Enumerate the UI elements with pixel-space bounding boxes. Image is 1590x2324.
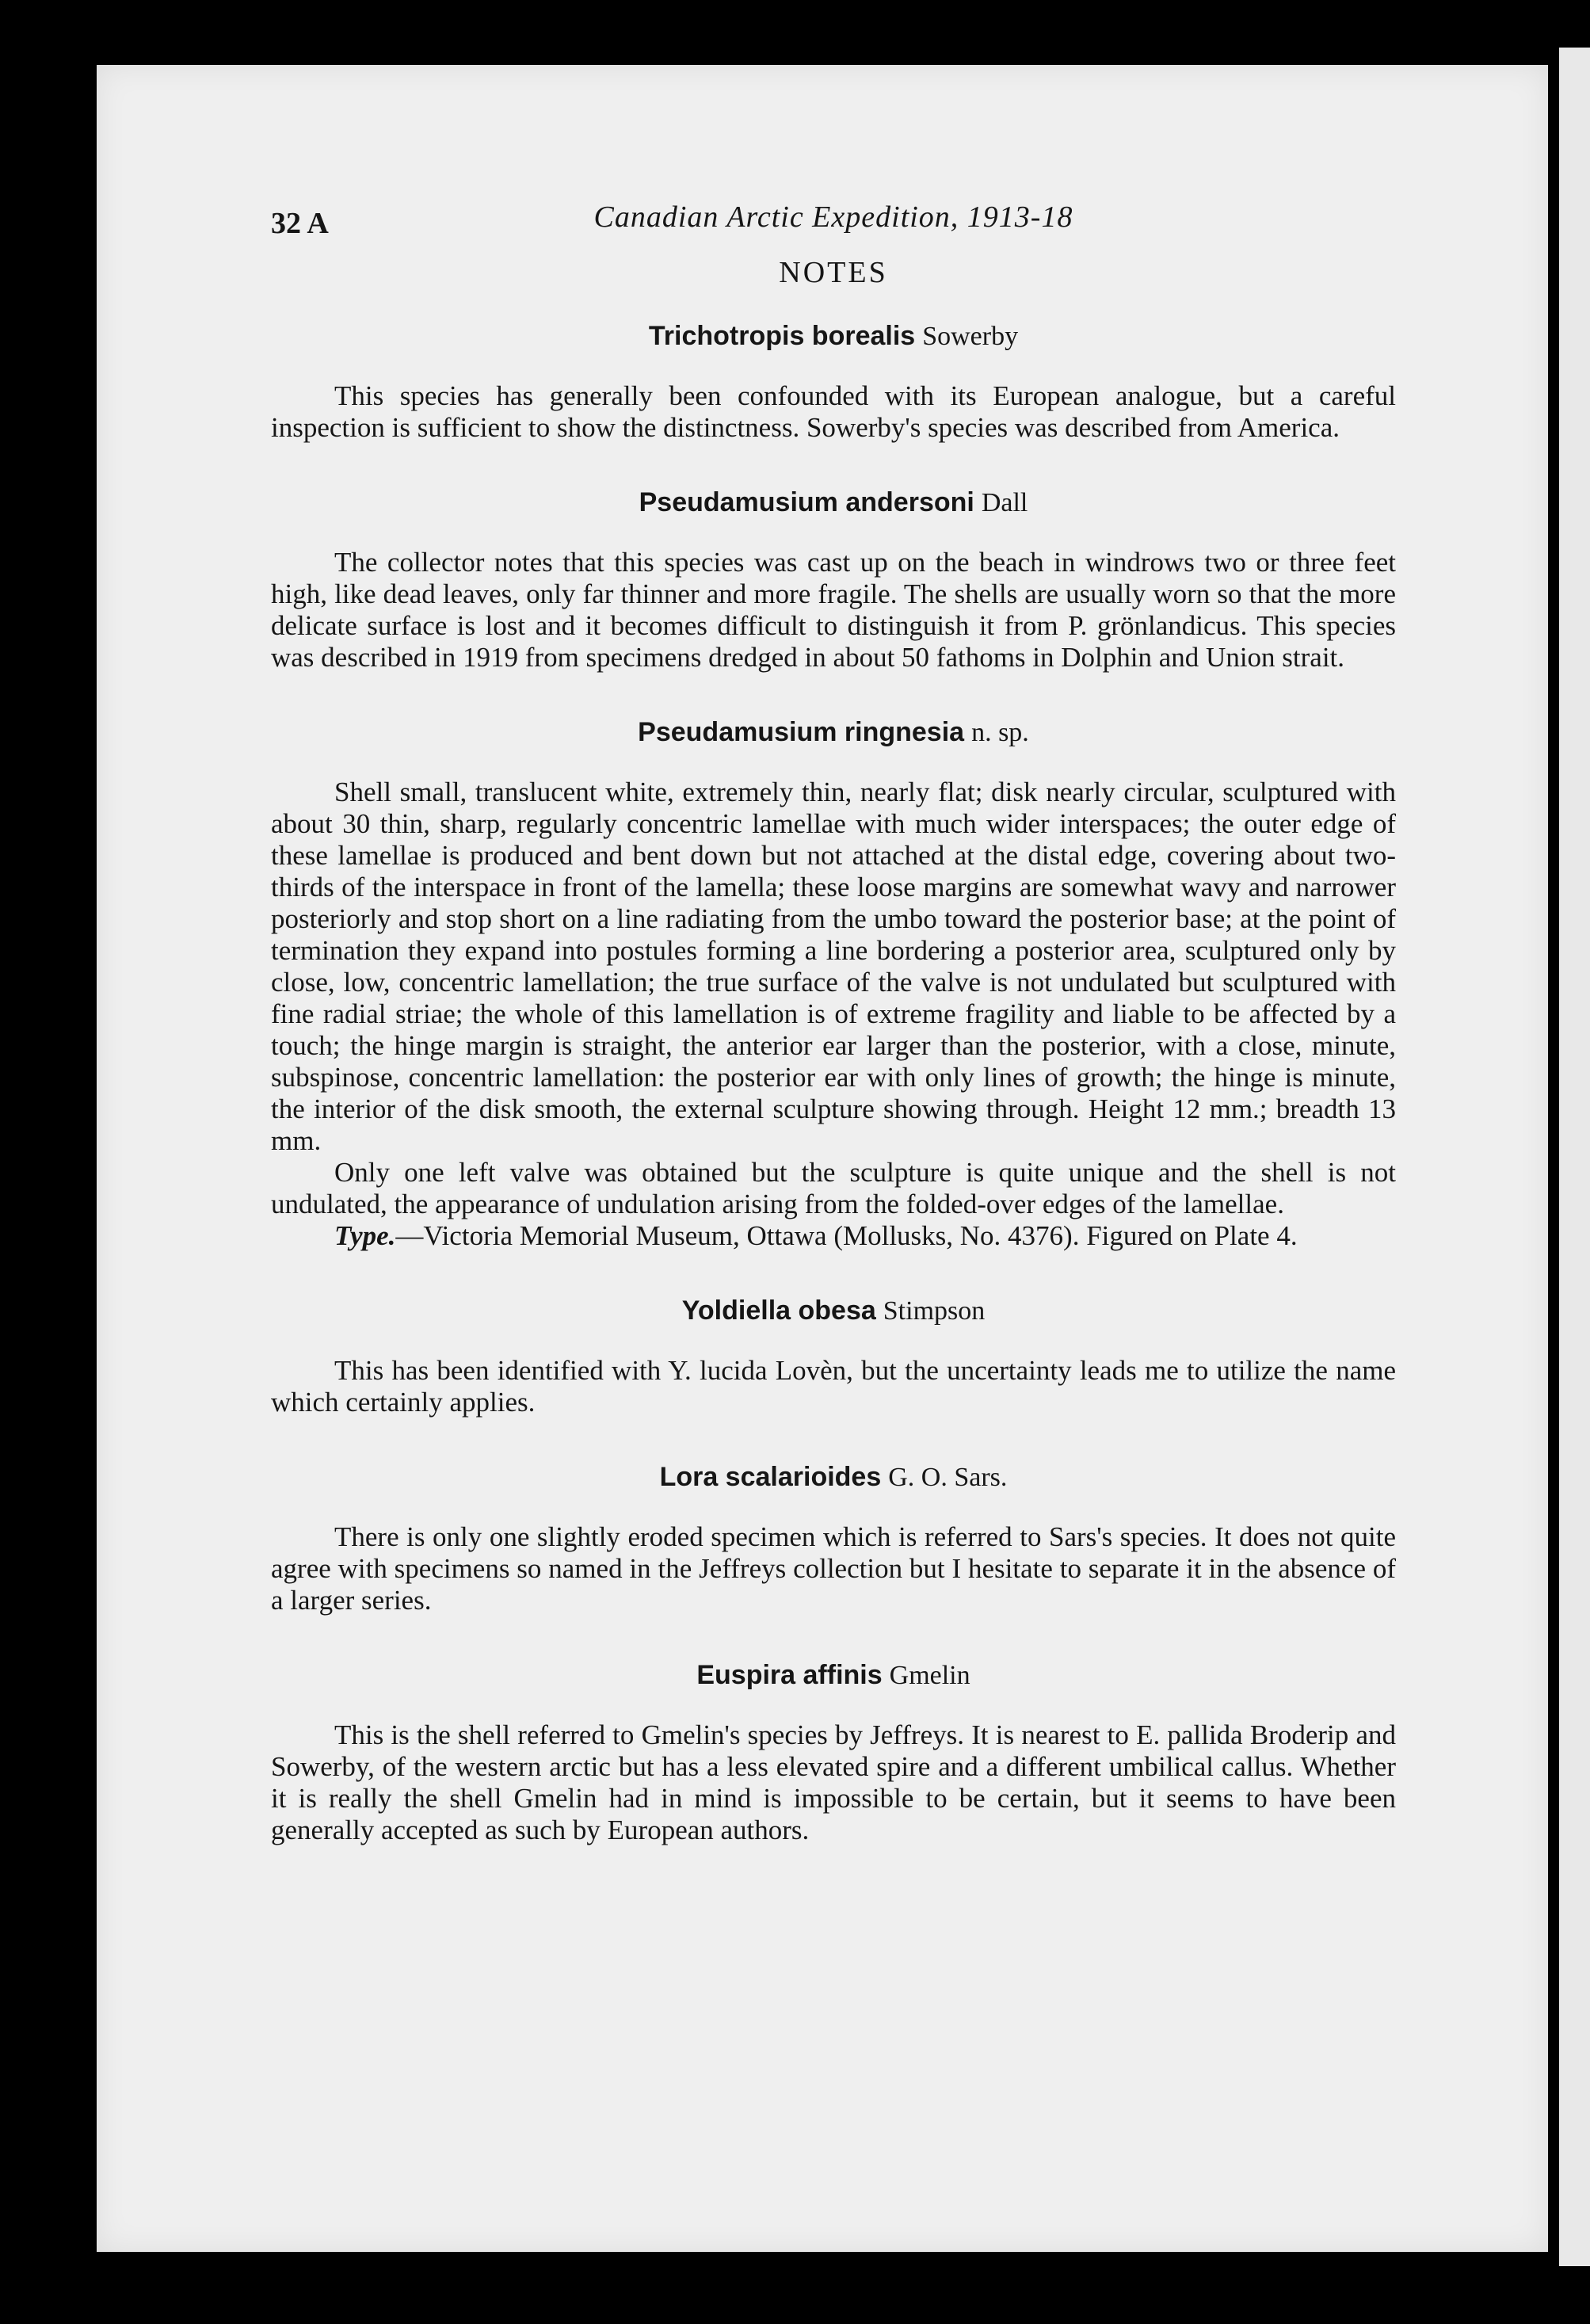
species-heading [271,1460,1396,1493]
species-author: Dall [981,488,1028,517]
species-name: Pseudamusium andersoni [639,487,974,517]
species-author: Stimpson [883,1296,986,1326]
paragraph: This species has generally been confounded with its European analogue, but a careful inspection is sufficient to show the distinctness. Sowerby's species was described from America. [271,380,1396,443]
document-page [97,65,1548,2252]
species-author: n. sp. [971,718,1029,747]
paragraph: Shell small, translucent white, extremely thin, nearly flat; disk nearly circular, sculptured with about 30 thin, sharp, regularly concentric lamellae with much wider interspaces; the outer edge of these lamellae is produced and bent down but not attached at the distal edge, covering about two-thirds of the interspace in front of the lamella; these loose margins are somewhat wavy and narrower posteriorly and stop short on a line radiating from the umbo toward the posterior base; at the point of termination they expand into postules forming a line bordering a posterior area, sculptured only by close, low, concentric lamellation; the true surface of the valve is not undulated but sculptured with fine radial striae; the whole of this lamellation is of extreme fragility and liable to be affected by a touch; the hinge margin is straight, the anterior ear larger than the posterior, with a close, minute, subspinose, concentric lamellation: the posterior ear with only lines of growth; the hinge is minute, the interior of the disk smooth, the external sculpture showing through. Height 12 mm.; breadth 13 mm. [271,777,1396,1156]
page-number: 32 A [271,207,329,240]
species-name: Euspira affinis [696,1660,883,1690]
page-content [271,200,1396,1887]
species-name: Pseudamusium ringnesia [638,717,965,747]
species-section-yoldiella-obesa [271,1293,1396,1418]
species-name: Lora scalarioides [659,1462,882,1492]
type-text: —Victoria Memorial Museum, Ottawa (Mollusks, No. 4376). Figured on Plate 4. [395,1220,1298,1251]
paragraph: This has been identified with Y. lucida Lovèn, but the uncertainty leads me to utilize the name which certainly applies. [271,1355,1396,1418]
species-author: G. O. Sars. [888,1463,1008,1492]
species-section-euspira-affinis [271,1658,1396,1846]
type-paragraph [271,1220,1396,1252]
journal-title: Canadian Arctic Expedition, 1913-18 [593,200,1073,234]
species-heading [271,1658,1396,1691]
species-heading [271,485,1396,518]
species-name: Yoldiella obesa [681,1296,876,1326]
facing-page-edge [1559,48,1590,2266]
species-section-pseudamusium-andersoni [271,485,1396,674]
paragraph: There is only one slightly eroded specimen which is referred to Sars's species. It does not quite agree with specimens so named in the Jeffreys collection but I hesitate to separate it in the absence of a larger series. [271,1521,1396,1616]
paragraph: Only one left valve was obtained but the sculpture is quite unique and the shell is not undulated, the appearance of undulation arising from the folded-over edges of the lamellae. [271,1157,1396,1219]
species-heading [271,1293,1396,1326]
species-heading [271,319,1396,352]
species-section-pseudamusium-ringnesia [271,715,1396,1252]
species-section-lora-scalarioides [271,1460,1396,1616]
running-head [271,200,1396,247]
notes-heading: NOTES [779,256,888,289]
species-author: Gmelin [889,1661,970,1690]
species-name: Trichotropis borealis [648,321,916,351]
species-author: Sowerby [922,322,1019,351]
species-section-trichotropis-borealis [271,319,1396,444]
paragraph: This is the shell referred to Gmelin's species by Jeffreys. It is nearest to E. pallida Broderip and Sowerby, of the western arctic but has a less elevated spire and a different umbilical callus. Whether it is really the shell Gmelin had in mind is impossible to be certain, but it seems to have been generally accepted as such by European authors. [271,1719,1396,1845]
type-label: Type. [334,1220,396,1251]
species-heading [271,715,1396,748]
paragraph: The collector notes that this species was cast up on the beach in windrows two or three feet high, like dead leaves, only far thinner and more fragile. The shells are usually worn so that the more delicate surface is lost and it becomes difficult to distinguish it from P. grönlandicus. This species was described in 1919 from specimens dredged in about 50 fathoms in Dolphin and Union strait. [271,547,1396,673]
